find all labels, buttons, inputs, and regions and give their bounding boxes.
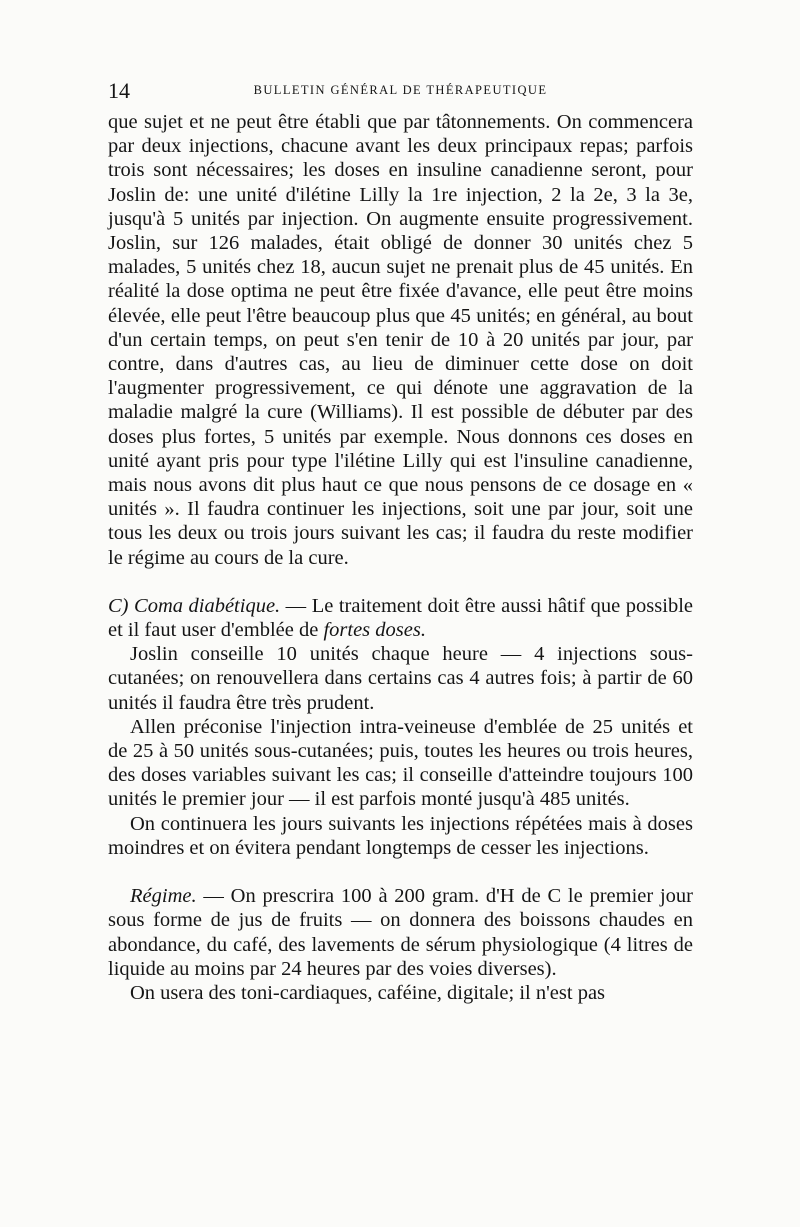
paragraph-continuation: On continuera les jours suivants les injections répétées mais à doses moindres et on évitera pendant longtemps de cesser les injections. (108, 812, 693, 859)
paragraph-insulin-dosage: que sujet et ne peut être établi que par tâtonnements. On commencera par deux injections, chacune avant les deux principaux repas; parfois trois sont nécessaires; les doses en insuline canadienne seront, pour Joslin de: une unité d'ilétine Lilly la 1re injection, 2 la 2e, 3 la 3e, jusqu'à 5 unités par injection. On augmente ensuite progressivement. Joslin, sur 126 malades, était obligé de donner 30 unités chez 5 malades, 5 unités chez 18, aucun sujet ne prenait plus de 45 unités. En réalité la dose optima ne peut être fixée d'avance, elle peut être moins élevée, elle peut l'être beaucoup plus que 45 unités; en général, au bout d'un certain temps, on peut s'en tenir de 10 à 20 unités par jour, par contre, dans d'autres cas, au lieu de diminuer cette dose on doit l'augmenter progressivement, ce qui dénote une aggravation de la maladie malgré la cure (Williams). Il est possible de débuter par des doses plus fortes, 5 unités par exemple. Nous donnons ces doses en unité ayant pris pour type l'ilétine Lilly qui est l'insuline canadienne, mais nous avons dit plus haut ce que nous pensons de ce dosage en « unités ». Il faudra continuer les injections, soit une par jour, soit une tous les deux ou trois jours suivant les cas; il faudra du reste modifier le régime au cours de la cure. (108, 111, 693, 569)
page-header (108, 78, 693, 104)
page-number: 14 (108, 78, 130, 103)
coma-emphasis: fortes doses. (323, 619, 426, 642)
section-label-coma: C) Coma diabétique. (108, 594, 281, 617)
section-label-regime: Régime. (130, 885, 197, 908)
running-title: BULLETIN GÉNÉRAL DE THÉRAPEUTIQUE (253, 83, 548, 97)
regime-text: — On prescrira 100 à 200 gram. d'H de C le premier jour sous forme de jus de fruits — on donnera des boissons chaudes en abondance, du café, des lavements de sérum physiologique (4 litres de liquide au moins par 24 heures par des voies diverses). (108, 885, 693, 980)
paragraph-regime (108, 884, 693, 981)
paragraph-toni-cardiaques: On usera des toni-cardiaques, caféine, digitale; il n'est pas (130, 981, 606, 1004)
coma-text: — Le traitement doit être aussi hâtif que possible et il faut user d'emblée de (108, 594, 693, 642)
paragraph-allen: Allen préconise l'injection intra-veineuse d'emblée de 25 unités et de 25 à 50 unités sous-cutanées; puis, toutes les heures ou trois heures, des doses variables suivant les cas; il conseille d'atteindre toujours 100 unités le premier jour — il est parfois monté jusqu'à 485 unités. (108, 715, 693, 811)
paragraph-joslin: Joslin conseille 10 unités chaque heure — 4 injections sous-cutanées; on renouvellera dans certains cas 4 autres fois; à partir de 60 unités il faudra être très prudent. (108, 643, 693, 714)
page-body (108, 110, 693, 1005)
paragraph-coma-diabetique (108, 594, 693, 642)
